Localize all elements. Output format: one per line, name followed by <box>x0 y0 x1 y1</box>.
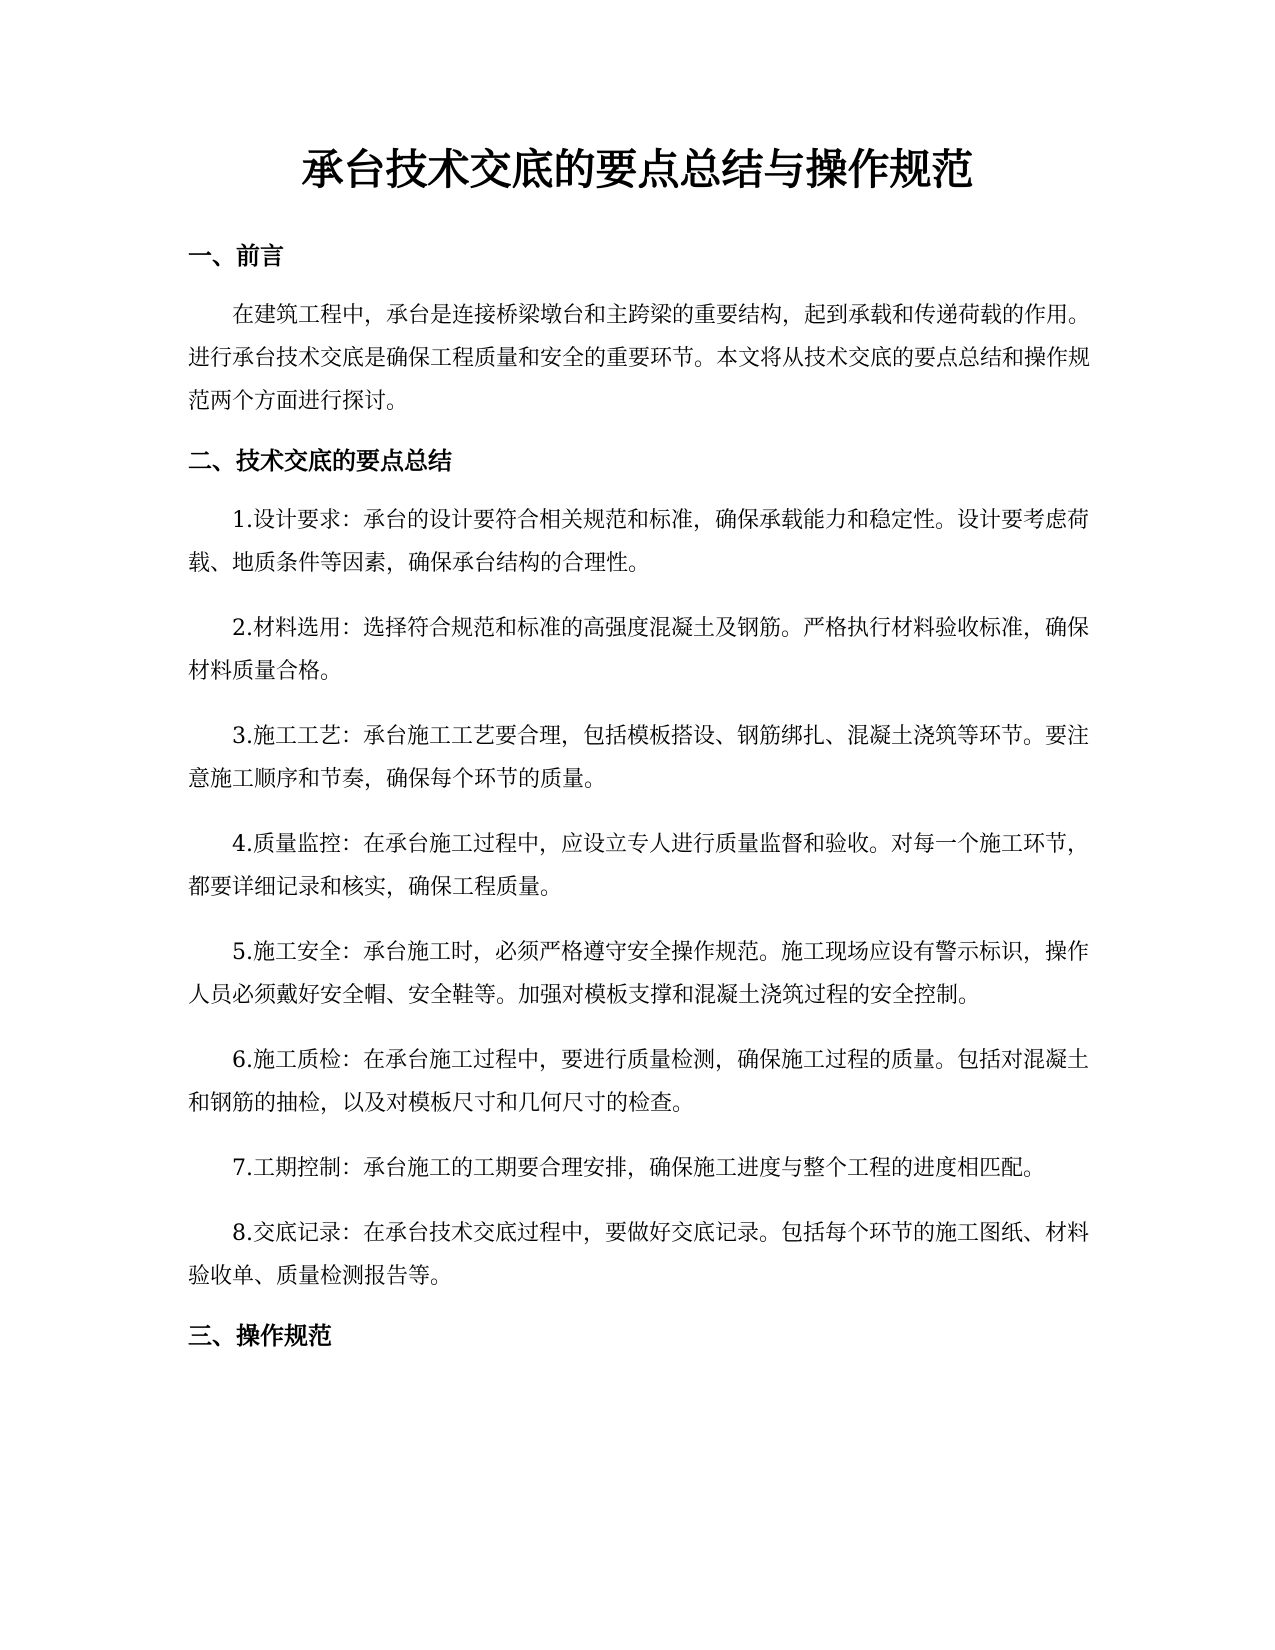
document-body <box>188 240 1090 1374</box>
section-preface <box>188 240 1090 423</box>
list-item-construction-safety: 5.施工安全：承台施工时，必须严格遵守安全操作规范。施工现场应设有警示标识，操作人员必须戴好安全帽、安全鞋等。加强对模板支撑和混凝土浇筑过程的安全控制。 <box>188 940 1089 1008</box>
paragraph: 在建筑工程中，承台是连接桥梁墩台和主跨梁的重要结构，起到承载和传递荷载的作用。进行承台技术交底是确保工程质量和安全的重要环节。本文将从技术交底的要点总结和操作规范两个方面进行探讨。 <box>188 303 1091 414</box>
section-operating-rules <box>188 1320 1090 1352</box>
list-item-material-selection: 2.材料选用：选择符合规范和标准的高强度混凝土及钢筋。严格执行材料验收标准，确保材料质量合格。 <box>188 616 1089 684</box>
section-heading: 三、操作规范 <box>188 1322 332 1350</box>
list-item-construction-process: 3.施工工艺：承台施工工艺要合理，包括模板搭设、钢筋绑扎、混凝土浇筑等环节。要注意施工顺序和节奏，确保每个环节的质量。 <box>188 724 1089 792</box>
section-key-points <box>188 445 1090 1298</box>
section-heading: 一、前言 <box>188 242 284 270</box>
list-item-briefing-records: 8.交底记录：在承台技术交底过程中，要做好交底记录。包括每个环节的施工图纸、材料验收单、质量检测报告等。 <box>188 1221 1089 1289</box>
section-heading: 二、技术交底的要点总结 <box>188 447 452 475</box>
list-item-quality-inspection: 6.施工质检：在承台施工过程中，要进行质量检测，确保施工过程的质量。包括对混凝土和钢筋的抽检，以及对模板尺寸和几何尺寸的检查。 <box>188 1048 1089 1116</box>
document-title: 承台技术交底的要点总结与操作规范 <box>301 145 974 194</box>
list-item-design-requirements: 1.设计要求：承台的设计要符合相关规范和标准，确保承载能力和稳定性。设计要考虑荷载、地质条件等因素，确保承台结构的合理性。 <box>188 508 1089 576</box>
list-item-quality-monitoring: 4.质量监控：在承台施工过程中，应设立专人进行质量监督和验收。对每一个施工环节，都要详细记录和核实，确保工程质量。 <box>188 832 1089 900</box>
list-item-schedule-control: 7.工期控制：承台施工的工期要合理安排，确保施工进度与整个工程的进度相匹配。 <box>232 1156 1045 1181</box>
